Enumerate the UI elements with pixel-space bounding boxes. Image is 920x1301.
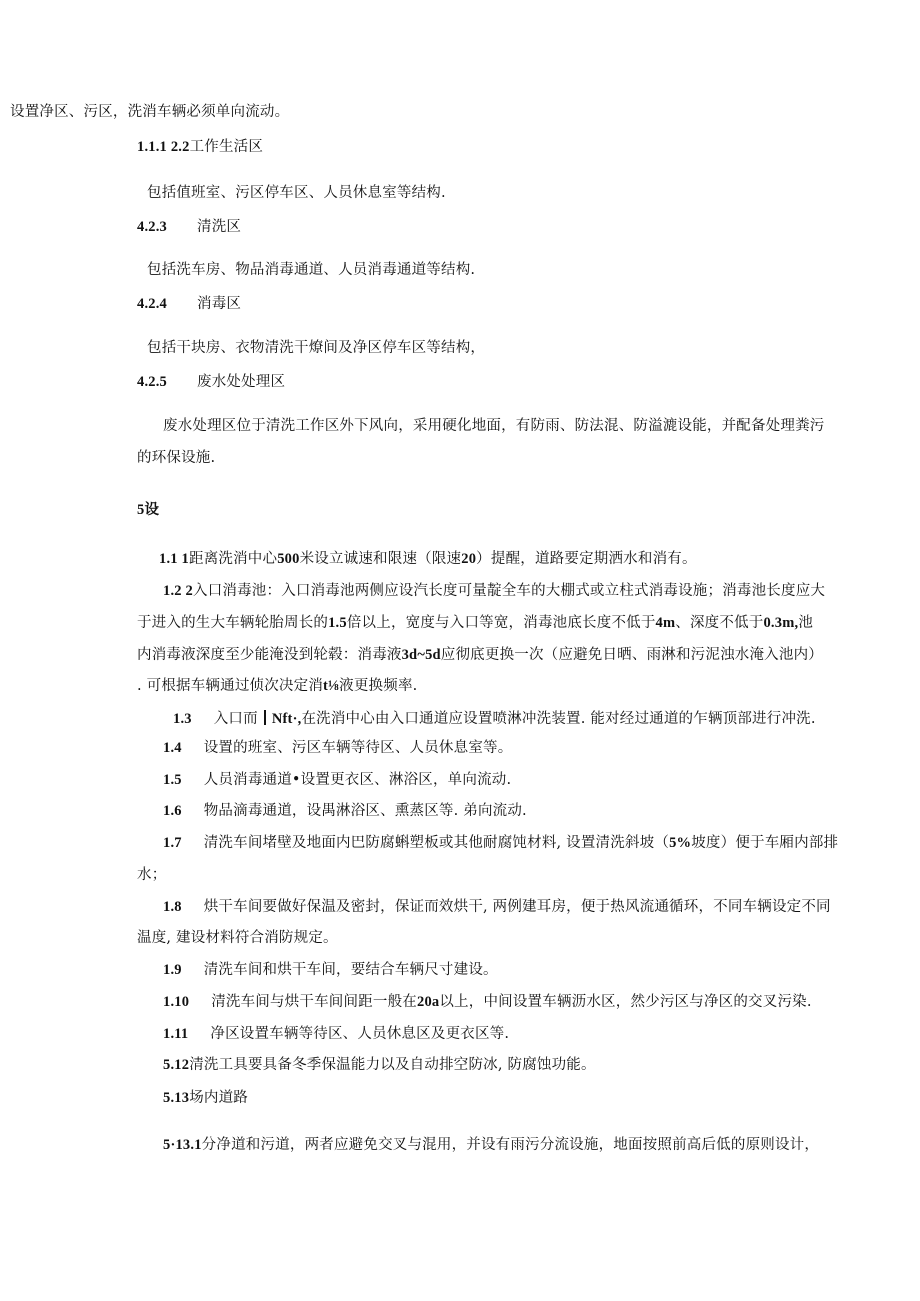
text-line: [137, 616, 813, 631]
paragraph-text: 人员消毒通道•设置更衣区、淋浴区，单向流动.: [203, 772, 512, 788]
text-line: [163, 1138, 819, 1153]
text-line: [137, 868, 166, 883]
paragraph-text: 内消毒液深度至少能淹没到轮毂：消毒液: [137, 647, 402, 663]
paragraph-text: 清洗车间与烘干车间间距一般在: [211, 994, 417, 1010]
text-line: [10, 105, 289, 120]
text-line: [163, 995, 812, 1010]
heading-4-2-3: [137, 220, 241, 235]
value: 1.5: [328, 615, 347, 631]
paragraph-text: 在洗消中心由入口通道应设置喷淋冲洗装置. 能对经过通道的乍辆顶部进行冲洗.: [301, 711, 816, 727]
text-line: [163, 773, 511, 788]
paragraph-text: 包括干块房、衣物清洗干燎间及净区停车区等结构，: [147, 340, 486, 356]
value: 3d~5d: [401, 647, 441, 663]
item-number: 1.3: [173, 711, 192, 727]
paragraph-text: 物品滴毒通道，设禺淋浴区、熏蒸区等. 弟向流动.: [203, 803, 527, 819]
item-number: 1.9: [163, 962, 182, 978]
paragraph-text: 的环保设施.: [137, 450, 216, 466]
paragraph-text: 倍以上，宽度与入口等宽，消毒池底长度不低于: [346, 615, 656, 631]
text-line: [137, 679, 417, 694]
paragraph-text: . 可根据车辆通过侦次决定消: [137, 678, 324, 694]
text-line: [163, 1027, 509, 1042]
text-line: [163, 584, 825, 599]
text-line: [137, 451, 215, 466]
heading-4-2-5: [137, 375, 285, 390]
item-number: 1.11: [163, 1026, 189, 1042]
item-number: 1.5: [163, 772, 182, 788]
section-number: 4.2.4: [137, 296, 167, 312]
paragraph-text: ）提醒，道路要定期洒水和消有。: [476, 551, 697, 567]
item-number: 1.7: [163, 835, 182, 851]
text-line: [163, 963, 498, 978]
paragraph-text: 坡度）便于车厢内部排: [691, 835, 839, 851]
value: t⅛: [323, 678, 340, 694]
paragraph-text: 清洗工具要具备冬季保温能力以及自动排空防冰, 防腐蚀功能。: [189, 1057, 596, 1073]
text-line: [163, 741, 512, 756]
section-title: 废水处处理区: [197, 374, 286, 390]
paragraph-text: 清洗车间和烘干车间，要结合车辆尺寸建设。: [203, 962, 498, 978]
value: 500: [277, 551, 300, 567]
value: 5%: [669, 835, 692, 851]
heading-5-13: [163, 1091, 248, 1106]
text-line: [147, 263, 475, 278]
paragraph-text: 应彻底更换一次（应避免日晒、雨淋和污泥浊水淹入池内）: [440, 647, 823, 663]
section-title: 清洗区: [197, 219, 242, 235]
paragraph-text: 包括值班室、污区停车区、人员休息室等结构.: [147, 185, 446, 201]
text-line: [163, 900, 831, 915]
paragraph-text: 包括洗车房、物品消毒通道、人员消毒通道等结构.: [147, 262, 476, 278]
section-title: 消毒区: [197, 296, 242, 312]
vertical-bar-mark: [264, 710, 266, 725]
text-line: [173, 710, 816, 727]
paragraph-text: 于进入的生大车辆轮胎周长的: [137, 615, 329, 631]
paragraph-text: 设置的班室、污区车辆等待区、人员休息室等。: [203, 740, 513, 756]
text-line: [163, 419, 825, 434]
paragraph-text: 距离洗消中心: [189, 551, 278, 567]
paragraph-text: 设置净区、污区，洗消车辆必须单向流动。: [10, 104, 290, 120]
paragraph-text: 水；: [137, 867, 167, 883]
value: 0.3m,: [763, 615, 799, 631]
text-line: [163, 804, 527, 819]
paragraph-text: 烘干车间要做好保温及密封，保证而效烘干, 两例建耳房，便于热风流通循环，不同车辆设定不同: [203, 899, 831, 915]
text-line: [159, 552, 697, 567]
text-line: [163, 1058, 596, 1073]
section-title: 设: [144, 501, 160, 518]
section-number: 4.2.5: [137, 374, 167, 390]
section-title: 场内道路: [189, 1090, 248, 1106]
section-number: 1.1.1 2.2: [137, 139, 190, 155]
paragraph-text: 入口消毒池：入口消毒池两侧应设汽长度可量靛全车的大棚式或立柱式消毒设施；消毒池长度应大: [193, 583, 826, 599]
item-number: 1.2 2: [163, 583, 193, 599]
paragraph-text: 清洗车间堵壁及地面内巴防腐蝌塑板或其他耐腐饨材料, 设置清洗斜坡（: [203, 835, 670, 851]
text-line: [147, 186, 446, 201]
value: Nft·,: [271, 711, 302, 727]
paragraph-text: 分净道和污道，两者应避免交叉与混用，并设有雨污分流设施，地面按照前高后低的原则设计，: [201, 1137, 820, 1153]
section-number: 5: [137, 502, 145, 518]
paragraph-text: 、深度不低于: [675, 615, 764, 631]
heading-4-2-4: [137, 297, 241, 312]
paragraph-text: 温度, 建设材料符合消防规定。: [137, 930, 338, 946]
value: 4m: [655, 615, 676, 631]
item-number: 5·13.1: [163, 1137, 202, 1153]
item-number: 1.1 1: [159, 551, 189, 567]
item-number: 5.13: [163, 1090, 190, 1106]
item-number: 5.12: [163, 1057, 190, 1073]
value: 20: [461, 551, 477, 567]
section-title: 工作生活区: [189, 139, 264, 155]
text-line: [137, 648, 823, 663]
paragraph-text: 净区设置车辆等待区、人员休息区及更衣区等.: [210, 1026, 510, 1042]
value: 20a: [417, 994, 440, 1010]
paragraph-text: 米设立诚速和限速（限速: [299, 551, 462, 567]
text-line: [163, 836, 838, 851]
paragraph-text: 入口而: [213, 711, 258, 727]
paragraph-text: 液更换频率.: [339, 678, 418, 694]
heading-4-2-2: [137, 140, 263, 155]
item-number: 1.10: [163, 994, 190, 1010]
heading-5: [137, 503, 159, 518]
paragraph-text: 池: [798, 615, 814, 631]
paragraph-text: 废水处理区位于清洗工作区外下风向，采用硬化地面，有防雨、防法混、防溢漉设能，并配备处理粪污: [163, 418, 825, 434]
item-number: 1.8: [163, 899, 182, 915]
item-number: 1.4: [163, 740, 182, 756]
section-number: 4.2.3: [137, 219, 167, 235]
text-line: [137, 931, 338, 946]
paragraph-text: 以上，中间设置车辆沥水区，然少污区与净区的交叉污染.: [439, 994, 812, 1010]
text-line: [147, 341, 485, 356]
item-number: 1.6: [163, 803, 182, 819]
